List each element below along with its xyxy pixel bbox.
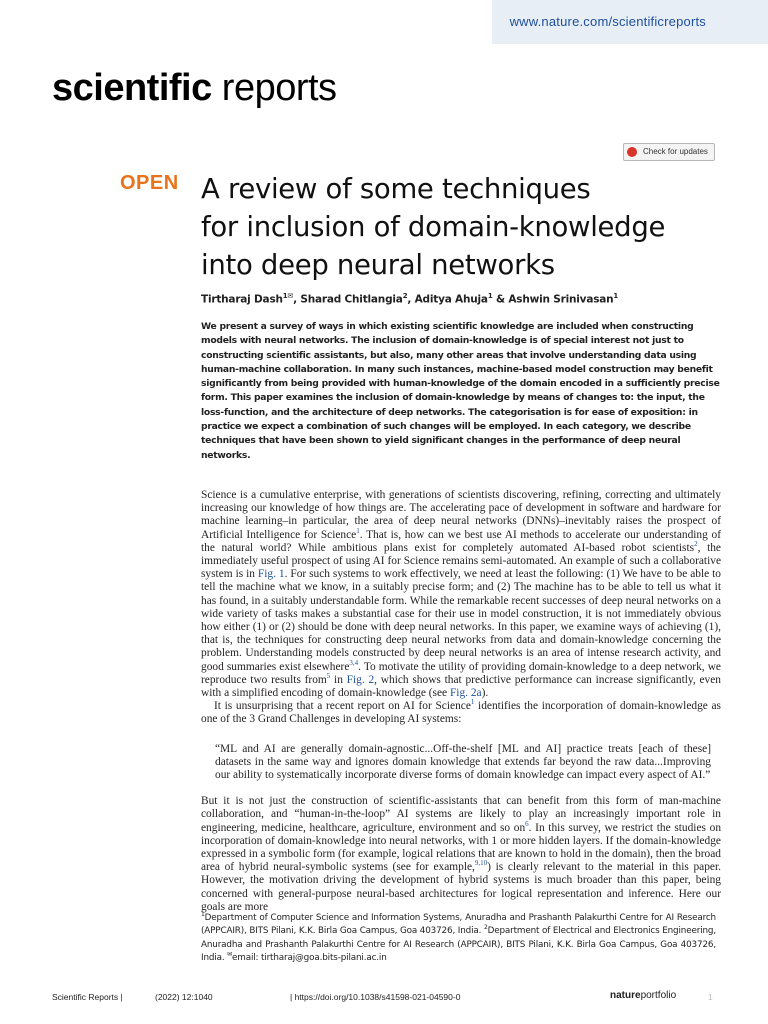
- author-affiliation-mark: 1✉: [282, 292, 294, 300]
- citation-link[interactable]: 3,4: [349, 658, 359, 667]
- body-text: ) is clearly relevant to the material in this paper. However, the motivation driving the development of hybrid systems is much broader than this paper, being concerned with general-purpose neural-based architectures for logical representation and inference. Here our goals are more: [201, 861, 722, 913]
- affiliation-mark: 2: [483, 924, 488, 932]
- title-line: A review of some techniques: [201, 173, 591, 205]
- citation-link[interactable]: 1: [356, 526, 360, 535]
- body-text: . In this survey, we restrict the studies on incorporation of domain-knowledge into neural networks, with 1 or more hidden layers. If the domain-knowledge expressed in a symbolic form (for example, logical relations that are known to hold in the domain), then the broad area of hybrid neural-symbolic systems (see for example,: [201, 821, 722, 874]
- body-text: But it is not just the construction of scientific-assistants that can benefit from this form of man-machine collaboration, and “human-in-the-loop” AI systems are likely to play an increasingly important role in engineering, medicine, healthcare, agriculture, environment and so on: [201, 795, 721, 834]
- footer-journal: Scientific Reports |: [52, 992, 123, 1002]
- author-name[interactable]: Tirtharaj Dash: [201, 293, 283, 306]
- envelope-icon: ✉: [227, 950, 233, 958]
- author-name[interactable]: Sharad Chitlangia: [300, 293, 403, 306]
- title-line: for inclusion of domain-knowledge: [201, 211, 666, 243]
- body-text: It is unsurprising that a recent report on AI for Science: [214, 700, 471, 713]
- article-body: [201, 489, 721, 914]
- body-text: . For such systems to work effectively, we need at least the following: (1) We have to be able to tell the machine what we know, in a suitably precise form; and (2) The machine has to be able to tell us what it has found, in a suitably understandable form. While the remarkable recent successes of deep neural networks on a wide variety of tasks makes a substantial case for their use in model construction, it is not immediately obvious how either (1) or (2) should be done with deep neural networks. In this paper, we examine ways of achieving (1), that is, the techniques for constructing deep neural networks from data and domain-knowledge concerning the problem. Understanding models constructed by deep neural networks is an area of intense research activity, and good summaries exist elsewhere: [201, 568, 721, 673]
- figure-link[interactable]: Fig. 2a: [449, 687, 482, 700]
- body-text: , which shows that predictive performance can increase significantly, even with a simplified encoding of domain-knowledge (see: [201, 673, 721, 700]
- author-separator: ,: [407, 293, 415, 306]
- page-number: 1: [708, 992, 713, 1002]
- author-affiliation-mark: 2: [402, 292, 408, 300]
- author-separator: &: [492, 293, 509, 306]
- body-text: , the immediately useful prospect of using AI for Science remains semi-automated. An example of such a collaborative system is in: [201, 541, 721, 581]
- body-text: . To motivate the utility of providing domain-knowledge to a deep network, we reproduce two results from: [201, 660, 721, 686]
- crossmark-icon: [627, 147, 637, 157]
- title-line: into deep neural networks: [201, 249, 555, 281]
- page-footer: [0, 986, 768, 1010]
- brand-bold-text: scientific: [52, 67, 212, 109]
- affiliation-text: Department of Electrical and Electronics Engineering, Anuradha and Prashanth Palakurthi Centre for AI Research (APPCAIR), BITS Pilani, K.K. Birla Goa Campus, Goa 403726, India.: [201, 926, 716, 963]
- citation-link[interactable]: 9,10: [474, 859, 488, 868]
- abstract: We present a survey of ways in which existing scientific knowledge are included when constructing models with neural networks. The inclusion of domain-knowledge is of special interest not just to constructing scientific assistants, but also, many other areas that involve understanding data using human-machine collaboration. In many such instances, machine-based model construction may benefit significantly from being provided with human-knowledge of the domain encoded in a sufficiently precise form. This paper examines the inclusion of domain-knowledge by means of changes to: the input, the loss-function, and the architecture of deep networks. The categorisation is for ease of exposition: in practice we expect a combination of such changes will be employed. In each category, we describe techniques that have been shown to yield significant changes in the performance of deep neural networks.: [201, 321, 720, 461]
- article-title: [201, 170, 741, 284]
- brand-light-text: reports: [211, 67, 337, 109]
- check-for-updates-label: Check for updates: [643, 147, 708, 156]
- contact-email-link[interactable]: email: tirtharaj@goa.bits-pilani.ac.in: [232, 952, 387, 963]
- top-bar: [0, 0, 768, 44]
- logo-light-text: portfolio: [640, 990, 677, 1001]
- figure-link[interactable]: Fig. 1: [257, 568, 285, 581]
- author-name[interactable]: Aditya Ahuja: [414, 293, 488, 306]
- author-affiliation-mark: 1: [613, 292, 619, 300]
- journal-url-link[interactable]: www.nature.com/scientificreports: [509, 14, 706, 29]
- citation-link[interactable]: 2: [694, 540, 698, 549]
- affiliation-mark: 1: [201, 911, 205, 919]
- citation-link[interactable]: 6: [525, 819, 529, 828]
- body-text: Science is a cumulative enterprise, with generations of scientists discovering, refining, correcting and ultimately increasing our knowledge of how things are. The accelerating pace of development in software and hardware for machine learning–in particular, the area of deep neural networks (DNNs)–inevitably raises the prospect of Artificial Intelligence for Science: [201, 489, 721, 541]
- check-for-updates-button[interactable]: [623, 143, 715, 161]
- block-quote: “ML and AI are generally domain-agnostic...Off-the-shelf [ML and AI] practice treats [each of these] datasets in the same way and ignores domain knowledge that extends far beyond the raw data...Improving our ability to systematically incorporate diverse forms of domain knowledge can impact every aspect of AI.”: [215, 742, 711, 782]
- body-text: . That is, how can we best use AI methods to accelerate our understanding of the natural world? While ambitious plans exist for completely automated AI-based robot scientists: [201, 528, 721, 554]
- logo-bold-text: nature: [610, 990, 641, 1001]
- affiliations: [201, 912, 716, 965]
- body-text: identifies the incorporation of domain-knowledge as one of the 3 Grand Challenges in developing AI systems:: [201, 700, 721, 726]
- author-list: [201, 292, 618, 306]
- journal-brand-logo: [52, 66, 337, 110]
- doi-link[interactable]: | https://doi.org/10.1038/s41598-021-04590-0: [290, 992, 461, 1002]
- body-text: in: [330, 673, 347, 686]
- nature-portfolio-logo: [610, 990, 676, 1001]
- body-paragraph: [201, 795, 721, 914]
- body-paragraph: [201, 700, 721, 726]
- footer-volume: (2022) 12:1040: [155, 992, 213, 1002]
- citation-link[interactable]: 5: [326, 672, 331, 681]
- author-name[interactable]: Ashwin Srinivasan: [508, 293, 614, 306]
- author-affiliation-mark: 1: [487, 292, 493, 300]
- affiliation-text: Department of Computer Science and Information Systems, Anuradha and Prashanth Palakurthi Centre for AI Research (APPCAIR), BITS Pilani, K.K. Birla Goa Campus, Goa 403726, India.: [201, 913, 716, 937]
- open-access-badge: OPEN: [120, 172, 179, 194]
- figure-link[interactable]: Fig. 2: [346, 673, 375, 686]
- body-text: ).: [481, 687, 489, 700]
- citation-link[interactable]: 1: [470, 698, 475, 707]
- body-paragraph: [201, 489, 721, 700]
- author-separator: ,: [293, 293, 301, 306]
